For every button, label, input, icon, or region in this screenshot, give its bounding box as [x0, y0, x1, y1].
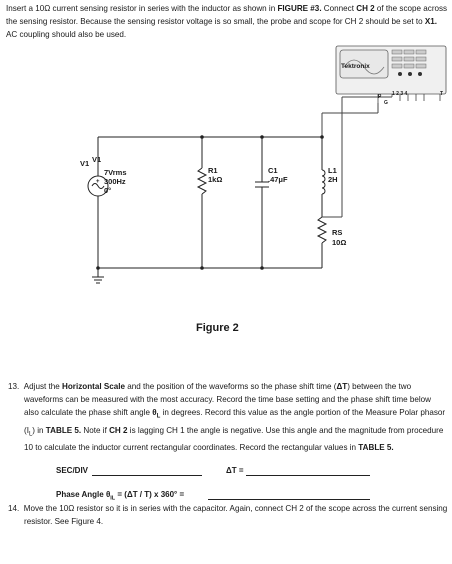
l1-inductor-icon — [322, 170, 325, 194]
figure-caption: Figure 2 — [196, 322, 239, 334]
l1-name: L1 — [328, 166, 337, 175]
step-14-number: 14. — [8, 504, 20, 513]
horizontal-scale-term: Horizontal Scale — [62, 382, 125, 391]
rs-value: 10Ω — [332, 238, 347, 247]
v1-phase: 0° — [104, 186, 112, 195]
intro-paragraph — [6, 2, 448, 41]
theta-subscript: L — [156, 413, 161, 420]
step-13-text-6: Note if — [81, 425, 110, 435]
scope-g-label: G — [384, 100, 388, 106]
phase-angle-blank[interactable] — [208, 499, 370, 500]
oscilloscope — [336, 46, 446, 103]
intro-text-4: AC coupling should also be used. — [6, 30, 127, 39]
rs-resistor-icon — [318, 217, 326, 243]
phase-angle-label — [56, 490, 184, 502]
r1-value: 1kΩ — [208, 175, 223, 184]
r1-resistor-icon — [198, 168, 206, 194]
v1-name: V1 — [80, 159, 90, 168]
c1-value: .47μF — [268, 175, 288, 184]
intro-text-1: Insert a 10Ω current sensing resistor in series with the inductor as shown in — [6, 4, 278, 13]
sec-div-label: SEC/DIV — [56, 466, 89, 475]
scope-p-label: P — [378, 94, 382, 100]
table-5-ref-1: TABLE 5. — [45, 425, 82, 435]
figure-reference: FIGURE #3. — [277, 4, 322, 13]
v1-voltage: 7Vrms — [104, 168, 127, 177]
intro-text-3: of the scope across the sensing resistor. Because the sensing resistor voltage is so small, the probe and scope for CH 2 should be set to — [6, 4, 448, 26]
scope-t-label: T — [440, 91, 444, 97]
step-14 — [8, 502, 448, 528]
ch2-term: CH 2 — [109, 425, 128, 435]
step-14-text: Move the 10Ω resistor so it is in series with the capacitor. Again, connect CH 2 of the scope across the current sensing resistor. See Figure 4. — [23, 504, 448, 526]
step-13 — [8, 380, 448, 454]
sec-div-blank[interactable] — [92, 475, 202, 476]
table-5-ref-2: TABLE 5. — [358, 443, 394, 453]
scope-buttons — [392, 50, 426, 68]
l1-value: 2H — [328, 175, 338, 184]
circuit-schematic — [0, 45, 452, 325]
delta-t-term: ΔT — [336, 382, 348, 391]
theta-term: θ — [152, 408, 157, 417]
phase-angle-subscript: IL — [110, 495, 116, 502]
scope-brand: Tektronix — [341, 63, 370, 70]
delta-t-label: ΔT = — [226, 466, 244, 475]
il-subscript: L — [28, 431, 33, 438]
r1-name: R1 — [208, 166, 218, 175]
v1-frequency: 300Hz — [104, 177, 126, 186]
step-13-number: 13. — [8, 382, 20, 391]
step-13-text-1: Adjust the — [23, 382, 63, 391]
step-13-text-4: in degrees. Record this value as the angle portion of the Measure Polar phasor (I — [24, 408, 446, 435]
v1-values — [104, 168, 127, 195]
step-13-text-5: ) in — [32, 425, 46, 435]
phase-angle-formula: = (ΔT / T) x 360° = — [115, 490, 185, 499]
c1-name: C1 — [268, 166, 278, 175]
x1-label: X1. — [424, 17, 438, 26]
scope-channel-labels: 1 2 3 4 — [392, 91, 408, 97]
ch2-label: CH 2 — [356, 4, 375, 13]
v1-plus: + — [96, 179, 100, 185]
step-13-text-3: ) between the two waveforms can be measured with the most accuracy. Record the time base setting and the phase shift time below also calculate the phase shift angle — [24, 382, 431, 417]
step-13-text-7: is lagging CH 1 the angle is negative. Use this angle and the magnitude from procedure 10 to calculate the inductor current rectangular coordinates. Record the rectangular values in — [24, 425, 444, 453]
rs-name: RS — [332, 228, 343, 237]
phase-angle-text: Phase Angle θ — [56, 490, 111, 499]
step-13-text-2: and the position of the waveforms so the phase shift time ( — [124, 382, 337, 391]
delta-t-blank[interactable] — [246, 475, 370, 476]
intro-text-2: Connect — [321, 4, 357, 13]
v1-label-duplicate: V1 — [92, 155, 102, 164]
